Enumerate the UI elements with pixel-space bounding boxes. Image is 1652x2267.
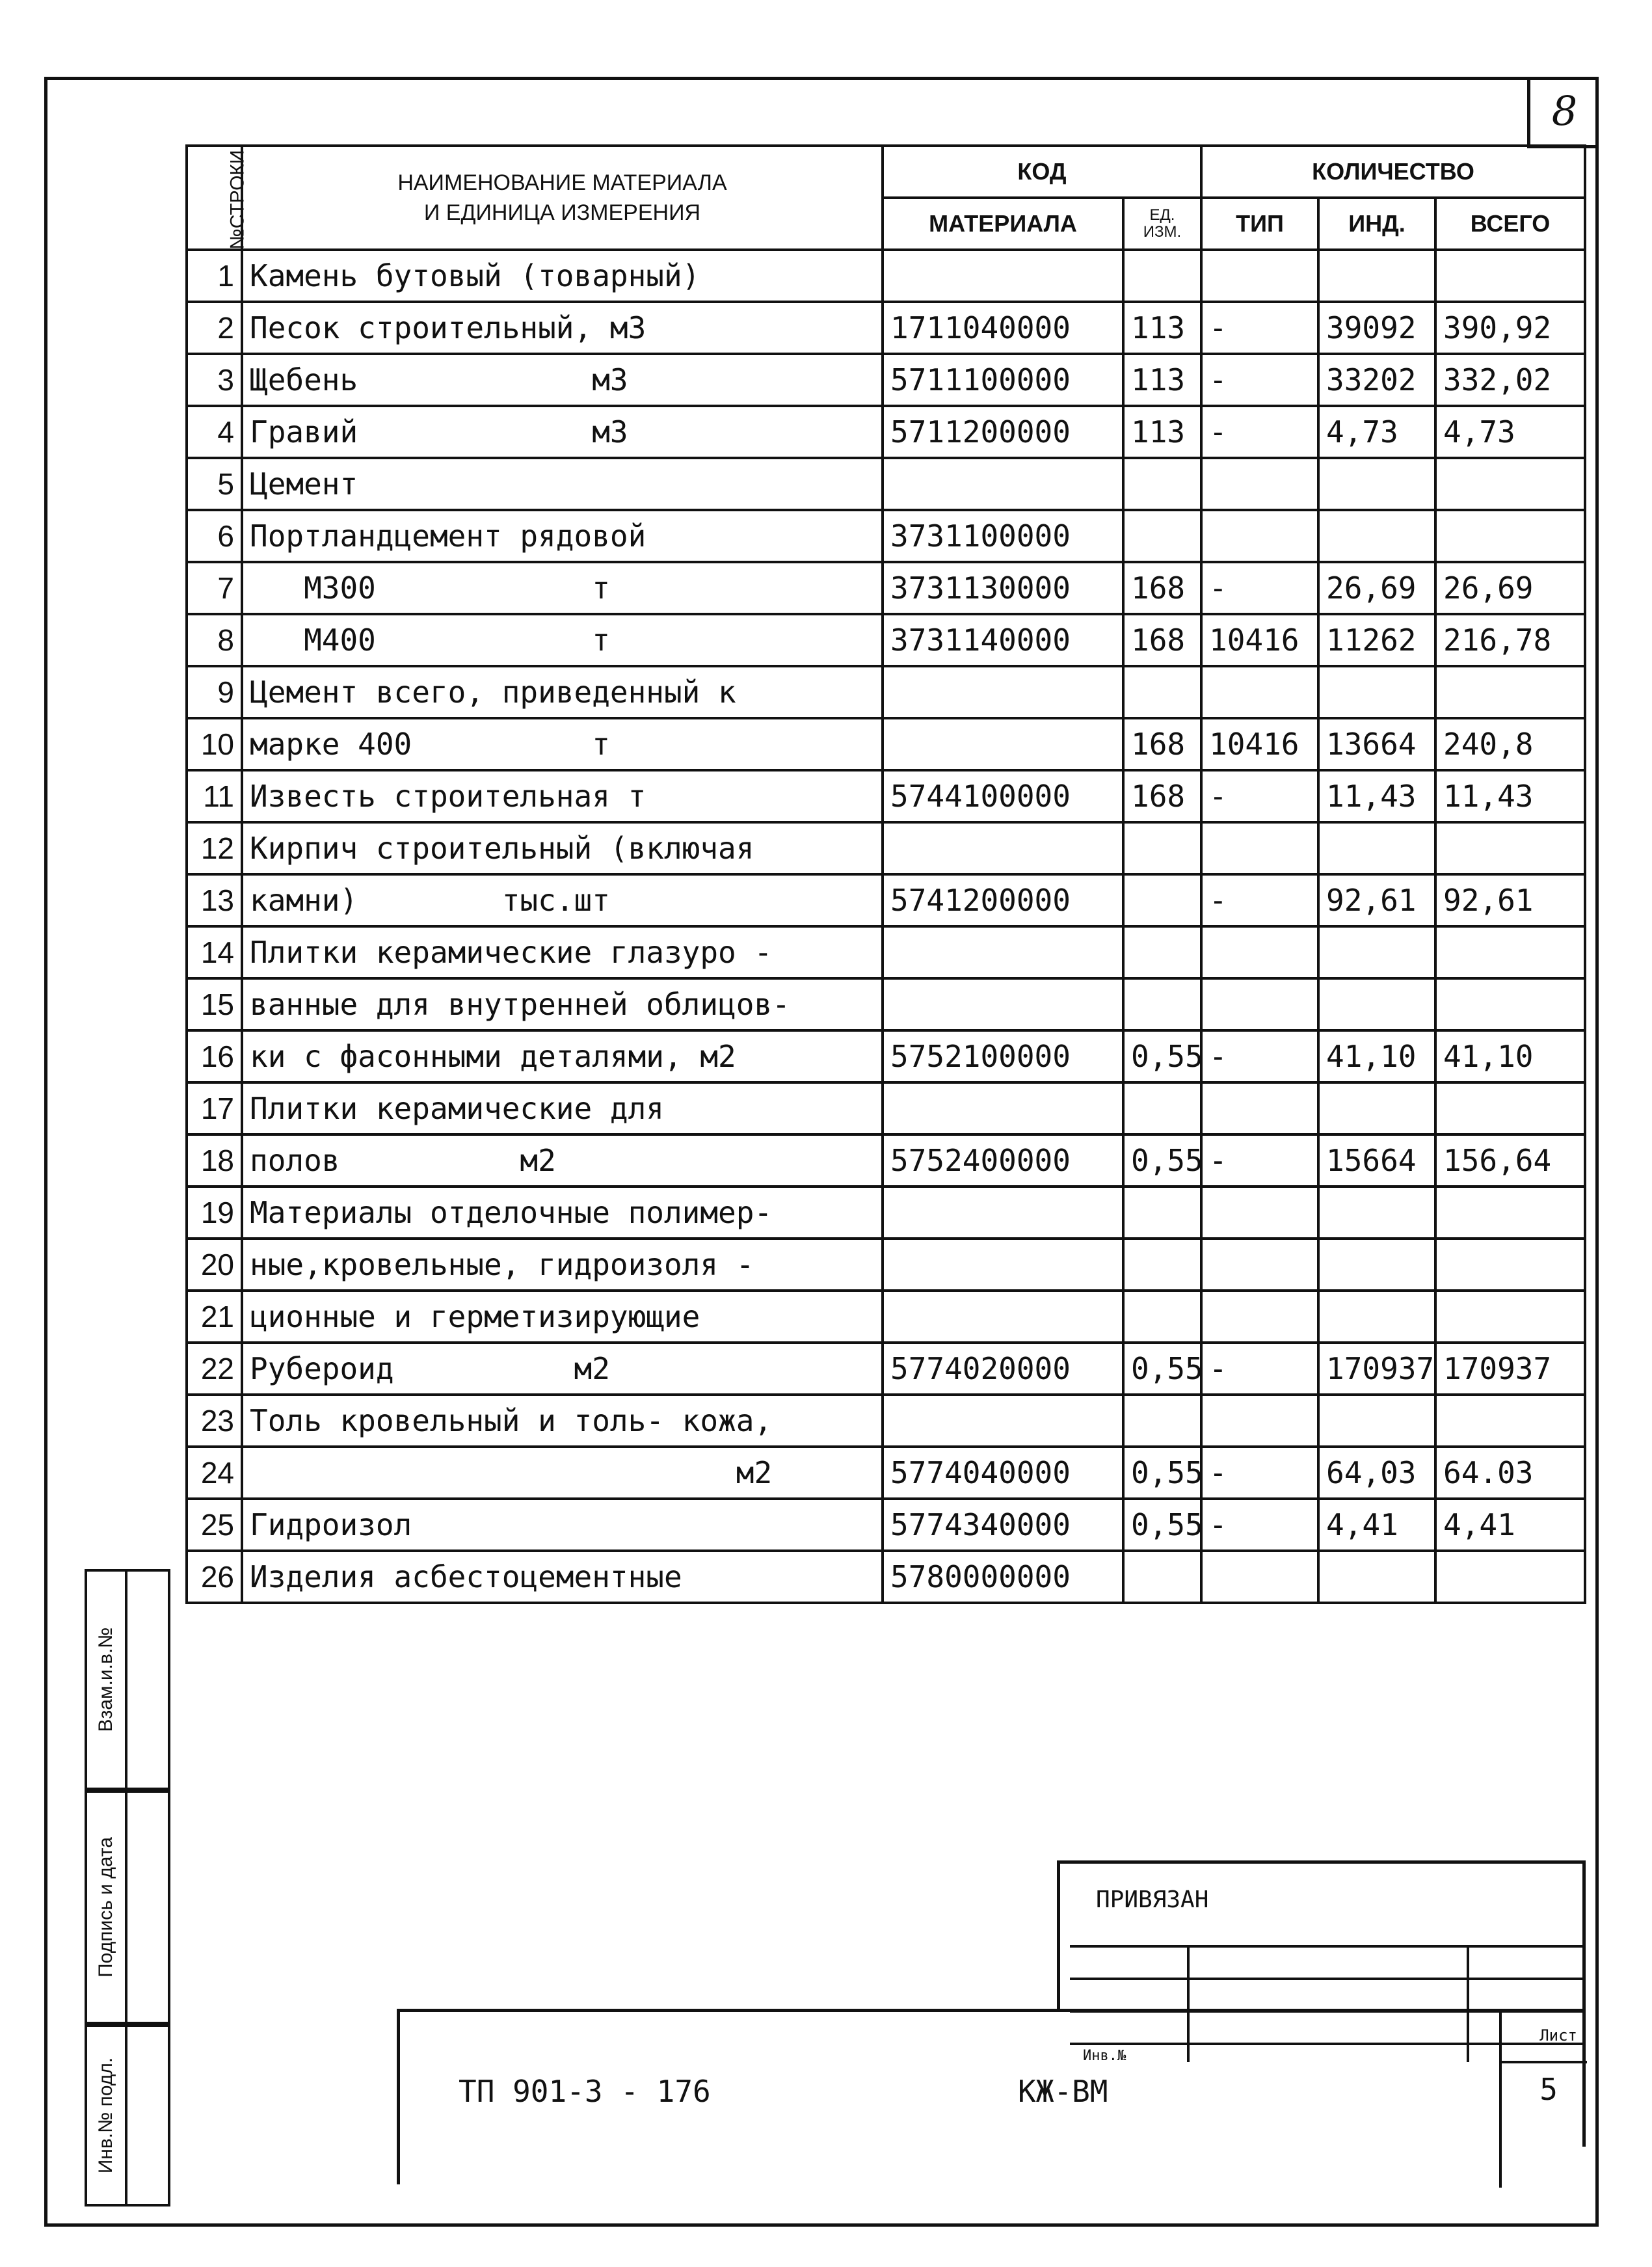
total-qty-cell: 390,92 — [1435, 302, 1585, 354]
table-row — [187, 1291, 1585, 1343]
material-code-cell — [883, 250, 1123, 302]
sheet-number: 5 — [1539, 2072, 1558, 2107]
ind-qty-cell: 41,10 — [1318, 1030, 1435, 1082]
material-code-cell: 5752100000 — [883, 1030, 1123, 1082]
material-name-cell: камни) тыс.шт — [242, 874, 883, 926]
unit-code-cell — [1123, 458, 1201, 510]
material-code-cell: 3731100000 — [883, 510, 1123, 562]
type-qty-cell: - — [1201, 562, 1318, 614]
type-qty-cell — [1201, 1395, 1318, 1447]
header-ind: ИНД. — [1318, 198, 1435, 250]
drawing-mark: КЖ-ВМ — [1018, 2074, 1108, 2109]
type-qty-cell: - — [1201, 1030, 1318, 1082]
unit-code-cell — [1123, 822, 1201, 874]
material-name-cell: М300 т — [242, 562, 883, 614]
total-qty-cell: 156,64 — [1435, 1134, 1585, 1187]
type-qty-cell — [1201, 822, 1318, 874]
side-label-podpis: Подпись и дата — [95, 1837, 116, 1978]
material-name-cell: ные,кровельные, гидроизоля - — [242, 1239, 883, 1291]
material-code-cell — [883, 978, 1123, 1030]
unit-code-cell — [1123, 510, 1201, 562]
project-code: ТП 901-3 - 176 — [459, 2074, 711, 2109]
material-name-cell: ванные для внутренней облицов- — [242, 978, 883, 1030]
type-qty-cell — [1201, 1082, 1318, 1134]
row-number-cell: 17 — [187, 1082, 242, 1134]
material-code-cell: 1711040000 — [883, 302, 1123, 354]
table-row — [187, 718, 1585, 770]
table-row — [187, 1395, 1585, 1447]
ind-qty-cell: 4,73 — [1318, 406, 1435, 458]
row-number-cell: 4 — [187, 406, 242, 458]
ind-qty-cell — [1318, 1395, 1435, 1447]
total-qty-cell — [1435, 510, 1585, 562]
total-qty-cell — [1435, 1187, 1585, 1239]
row-number-cell: 1 — [187, 250, 242, 302]
ind-qty-cell: 39092 — [1318, 302, 1435, 354]
material-name-cell: ционные и герметизирующие — [242, 1291, 883, 1343]
table-row — [187, 1343, 1585, 1395]
row-number-cell: 5 — [187, 458, 242, 510]
ind-qty-cell — [1318, 1239, 1435, 1291]
material-name-cell: Материалы отделочные полимер- — [242, 1187, 883, 1239]
side-stamp-podpis — [85, 1790, 170, 2024]
ind-qty-cell: 13664 — [1318, 718, 1435, 770]
total-qty-cell — [1435, 1291, 1585, 1343]
material-name-cell: Гравий м3 — [242, 406, 883, 458]
ind-qty-cell: 11262 — [1318, 614, 1435, 666]
table-row — [187, 302, 1585, 354]
type-qty-cell: - — [1201, 302, 1318, 354]
table-row — [187, 770, 1585, 822]
material-code-cell — [883, 822, 1123, 874]
unit-code-cell: 0,55 — [1123, 1499, 1201, 1551]
side-label-inv: Инв.№ подл. — [95, 2057, 116, 2174]
type-qty-cell: - — [1201, 1447, 1318, 1499]
type-qty-cell: 10416 — [1201, 614, 1318, 666]
total-qty-cell — [1435, 666, 1585, 718]
material-code-cell: 5741200000 — [883, 874, 1123, 926]
ind-qty-cell: 33202 — [1318, 354, 1435, 406]
row-number-cell: 26 — [187, 1551, 242, 1603]
type-qty-cell — [1201, 1291, 1318, 1343]
material-name-cell: Кирпич строительный (включая — [242, 822, 883, 874]
material-name-cell: М400 т — [242, 614, 883, 666]
row-number-cell: 24 — [187, 1447, 242, 1499]
ind-qty-cell — [1318, 926, 1435, 978]
unit-code-cell: 0,55 — [1123, 1134, 1201, 1187]
unit-code-cell: 168 — [1123, 770, 1201, 822]
ind-qty-cell — [1318, 666, 1435, 718]
material-code-cell — [883, 458, 1123, 510]
type-qty-cell: - — [1201, 1134, 1318, 1187]
row-number-cell: 15 — [187, 978, 242, 1030]
total-qty-cell: 92,61 — [1435, 874, 1585, 926]
unit-code-cell: 168 — [1123, 562, 1201, 614]
material-name-cell: Плитки керамические для — [242, 1082, 883, 1134]
header-material-code: МАТЕРИАЛА — [883, 198, 1123, 250]
table-row — [187, 354, 1585, 406]
ind-qty-cell: 92,61 — [1318, 874, 1435, 926]
material-name-cell: Известь строительная т — [242, 770, 883, 822]
materials-table — [185, 144, 1586, 1604]
row-number-cell: 18 — [187, 1134, 242, 1187]
material-code-cell: 5774340000 — [883, 1499, 1123, 1551]
row-number-cell: 10 — [187, 718, 242, 770]
material-name-cell: Цемент всего, приведенный к — [242, 666, 883, 718]
material-code-cell — [883, 926, 1123, 978]
material-name-cell: Камень бутовый (товарный) — [242, 250, 883, 302]
row-number-cell: 22 — [187, 1343, 242, 1395]
table-row — [187, 1239, 1585, 1291]
total-qty-cell — [1435, 250, 1585, 302]
header-type: ТИП — [1201, 198, 1318, 250]
material-name-cell: марке 400 т — [242, 718, 883, 770]
unit-code-cell — [1123, 666, 1201, 718]
unit-code-cell — [1123, 1239, 1201, 1291]
material-name-cell: Толь кровельный и толь- кожа, — [242, 1395, 883, 1447]
type-qty-cell — [1201, 926, 1318, 978]
material-code-cell: 5711100000 — [883, 354, 1123, 406]
total-qty-cell — [1435, 978, 1585, 1030]
ind-qty-cell — [1318, 1551, 1435, 1603]
table-row — [187, 822, 1585, 874]
table-row — [187, 1551, 1585, 1603]
row-number-cell: 16 — [187, 1030, 242, 1082]
table-row — [187, 978, 1585, 1030]
total-qty-cell: 4,41 — [1435, 1499, 1585, 1551]
total-qty-cell: 240,8 — [1435, 718, 1585, 770]
material-code-cell — [883, 1187, 1123, 1239]
material-code-cell: 5744100000 — [883, 770, 1123, 822]
unit-code-cell — [1123, 1395, 1201, 1447]
table-row — [187, 666, 1585, 718]
table-row — [187, 1447, 1585, 1499]
material-code-cell: 5752400000 — [883, 1134, 1123, 1187]
privyazan-label: ПРИВЯЗАН — [1096, 1886, 1209, 1913]
row-number-cell: 2 — [187, 302, 242, 354]
row-number-cell: 20 — [187, 1239, 242, 1291]
side-label-vzam: Взам.и.в.№ — [95, 1627, 116, 1732]
ind-qty-cell — [1318, 458, 1435, 510]
material-code-cell: 3731140000 — [883, 614, 1123, 666]
ind-qty-cell — [1318, 250, 1435, 302]
material-name-cell: Щебень м3 — [242, 354, 883, 406]
unit-code-cell: 113 — [1123, 406, 1201, 458]
type-qty-cell: - — [1201, 1499, 1318, 1551]
type-qty-cell — [1201, 458, 1318, 510]
type-qty-cell — [1201, 1551, 1318, 1603]
table-row — [187, 1187, 1585, 1239]
material-name-cell: Рубероид м2 — [242, 1343, 883, 1395]
material-name-cell: Изделия асбестоцементные — [242, 1551, 883, 1603]
table-row — [187, 1030, 1585, 1082]
material-name-cell: Плитки керамические глазуро - — [242, 926, 883, 978]
type-qty-cell — [1201, 978, 1318, 1030]
material-code-cell: 5711200000 — [883, 406, 1123, 458]
type-qty-cell: 10416 — [1201, 718, 1318, 770]
header-row-number: №СТРОКИ — [187, 146, 242, 250]
total-qty-cell: 216,78 — [1435, 614, 1585, 666]
row-number-cell: 13 — [187, 874, 242, 926]
material-name-cell: полов м2 — [242, 1134, 883, 1187]
header-total: ВСЕГО — [1435, 198, 1585, 250]
row-number-cell: 8 — [187, 614, 242, 666]
type-qty-cell — [1201, 1187, 1318, 1239]
type-qty-cell — [1201, 510, 1318, 562]
header-quantity-group: КОЛИЧЕСТВО — [1201, 146, 1585, 198]
total-qty-cell: 26,69 — [1435, 562, 1585, 614]
type-qty-cell: - — [1201, 770, 1318, 822]
table-row — [187, 510, 1585, 562]
table-row — [187, 1499, 1585, 1551]
unit-code-cell: 113 — [1123, 354, 1201, 406]
material-code-cell: 3731130000 — [883, 562, 1123, 614]
type-qty-cell — [1201, 1239, 1318, 1291]
ind-qty-cell: 170937 — [1318, 1343, 1435, 1395]
table-row — [187, 1134, 1585, 1187]
type-qty-cell: - — [1201, 1343, 1318, 1395]
row-number-cell: 14 — [187, 926, 242, 978]
header-unit: ЕД. ИЗМ. — [1123, 198, 1201, 250]
row-number-cell: 25 — [187, 1499, 242, 1551]
unit-code-cell: 0,55 — [1123, 1447, 1201, 1499]
unit-code-cell: 0,55 — [1123, 1343, 1201, 1395]
total-qty-cell — [1435, 458, 1585, 510]
total-qty-cell: 64.03 — [1435, 1447, 1585, 1499]
ind-qty-cell — [1318, 1187, 1435, 1239]
unit-code-cell — [1123, 874, 1201, 926]
total-qty-cell: 332,02 — [1435, 354, 1585, 406]
table-row — [187, 406, 1585, 458]
row-number-cell: 9 — [187, 666, 242, 718]
material-code-cell — [883, 1239, 1123, 1291]
side-stamp-inv — [85, 2024, 170, 2207]
header-code-group: КОД — [883, 146, 1201, 198]
table-row — [187, 1082, 1585, 1134]
ind-qty-cell: 11,43 — [1318, 770, 1435, 822]
material-code-cell — [883, 666, 1123, 718]
total-qty-cell — [1435, 1082, 1585, 1134]
material-name-cell: Портландцемент рядовой — [242, 510, 883, 562]
type-qty-cell — [1201, 250, 1318, 302]
type-qty-cell: - — [1201, 874, 1318, 926]
table-row — [187, 874, 1585, 926]
ind-qty-cell: 4,41 — [1318, 1499, 1435, 1551]
unit-code-cell — [1123, 978, 1201, 1030]
sheet-label: Лист — [1539, 2026, 1577, 2045]
title-block — [397, 2009, 1584, 2184]
unit-code-cell — [1123, 250, 1201, 302]
row-number-cell: 3 — [187, 354, 242, 406]
type-qty-cell: - — [1201, 354, 1318, 406]
total-qty-cell: 11,43 — [1435, 770, 1585, 822]
unit-code-cell — [1123, 1291, 1201, 1343]
unit-code-cell — [1123, 926, 1201, 978]
material-name-cell: ки с фасонными деталями, м2 — [242, 1030, 883, 1082]
ind-qty-cell — [1318, 822, 1435, 874]
ind-qty-cell: 15664 — [1318, 1134, 1435, 1187]
table-row — [187, 562, 1585, 614]
ind-qty-cell — [1318, 978, 1435, 1030]
material-code-cell: 5780000000 — [883, 1551, 1123, 1603]
unit-code-cell: 113 — [1123, 302, 1201, 354]
row-number-cell: 23 — [187, 1395, 242, 1447]
total-qty-cell: 4,73 — [1435, 406, 1585, 458]
ind-qty-cell — [1318, 1082, 1435, 1134]
total-qty-cell — [1435, 1239, 1585, 1291]
unit-code-cell — [1123, 1551, 1201, 1603]
material-name-cell: Цемент — [242, 458, 883, 510]
material-code-cell — [883, 1082, 1123, 1134]
row-number-cell: 7 — [187, 562, 242, 614]
row-number-cell: 6 — [187, 510, 242, 562]
ind-qty-cell: 64,03 — [1318, 1447, 1435, 1499]
material-code-cell — [883, 1395, 1123, 1447]
total-qty-cell — [1435, 926, 1585, 978]
total-qty-cell: 170937 — [1435, 1343, 1585, 1395]
material-code-cell — [883, 718, 1123, 770]
ind-qty-cell — [1318, 1291, 1435, 1343]
material-code-cell: 5774040000 — [883, 1447, 1123, 1499]
material-code-cell: 5774020000 — [883, 1343, 1123, 1395]
total-qty-cell: 41,10 — [1435, 1030, 1585, 1082]
table-row — [187, 614, 1585, 666]
total-qty-cell — [1435, 1551, 1585, 1603]
ind-qty-cell — [1318, 510, 1435, 562]
side-stamp-vzam — [85, 1569, 170, 1790]
unit-code-cell — [1123, 1187, 1201, 1239]
row-number-cell: 12 — [187, 822, 242, 874]
type-qty-cell: - — [1201, 406, 1318, 458]
row-number-cell: 11 — [187, 770, 242, 822]
total-qty-cell — [1435, 822, 1585, 874]
ind-qty-cell: 26,69 — [1318, 562, 1435, 614]
inv-label: Инв.№ — [1083, 2048, 1126, 2064]
header-material-name: НАИМЕНОВАНИЕ МАТЕРИАЛА И ЕДИНИЦА ИЗМЕРЕНИЯ — [242, 146, 883, 250]
unit-code-cell: 168 — [1123, 614, 1201, 666]
total-qty-cell — [1435, 1395, 1585, 1447]
material-name-cell: м2 — [242, 1447, 883, 1499]
table-row — [187, 250, 1585, 302]
unit-code-cell — [1123, 1082, 1201, 1134]
unit-code-cell: 168 — [1123, 718, 1201, 770]
material-name-cell: Песок строительный, м3 — [242, 302, 883, 354]
table-row — [187, 458, 1585, 510]
row-number-cell: 21 — [187, 1291, 242, 1343]
table-row — [187, 926, 1585, 978]
type-qty-cell — [1201, 666, 1318, 718]
page-marker: 8 — [1527, 77, 1599, 148]
unit-code-cell: 0,55 — [1123, 1030, 1201, 1082]
material-name-cell: Гидроизол — [242, 1499, 883, 1551]
row-number-cell: 19 — [187, 1187, 242, 1239]
material-code-cell — [883, 1291, 1123, 1343]
